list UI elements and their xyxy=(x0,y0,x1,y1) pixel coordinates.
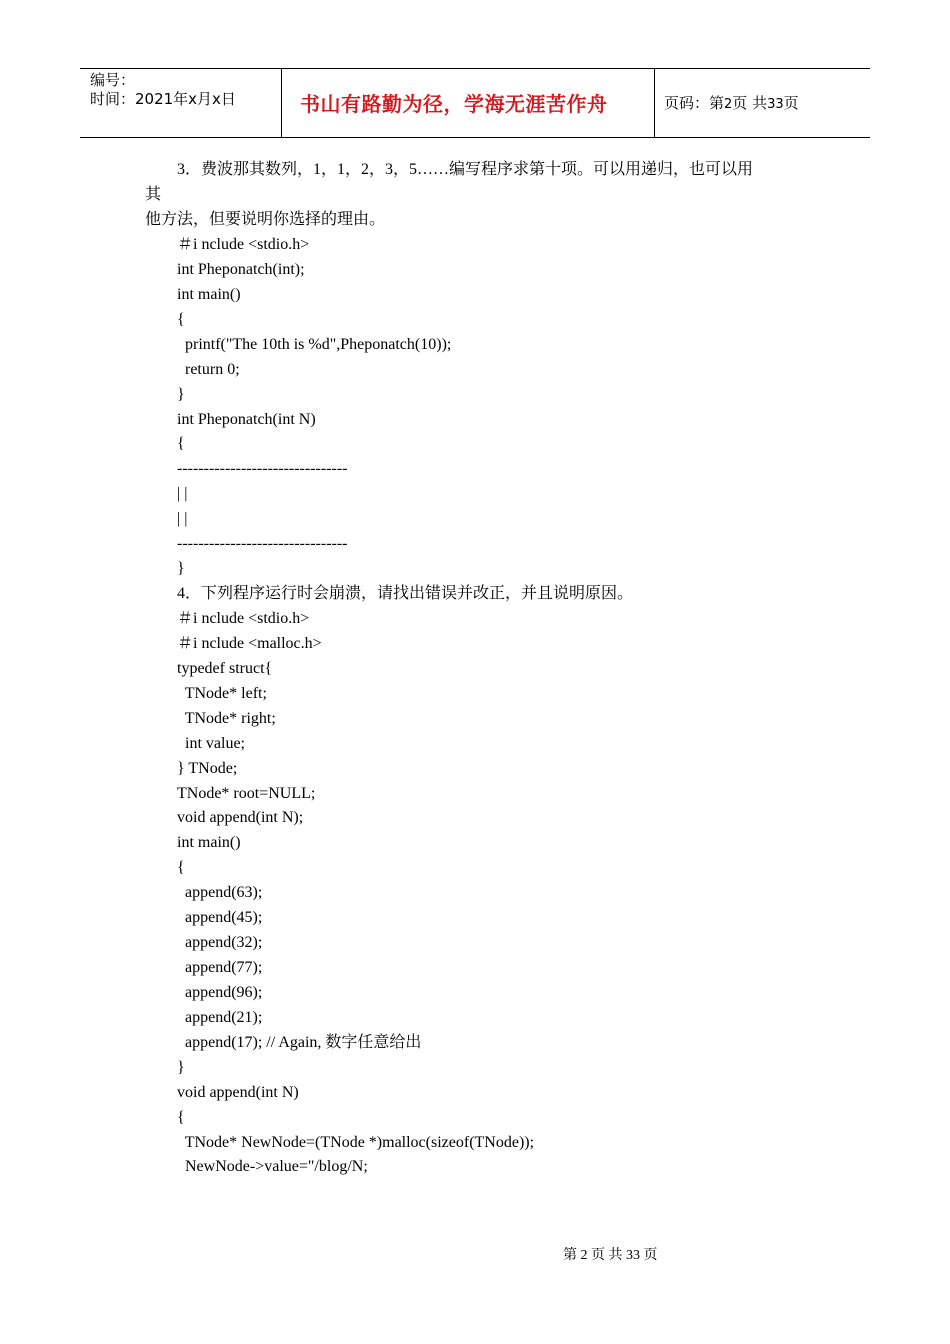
code-line: void append(int N) xyxy=(177,1083,299,1101)
code-line: int main() xyxy=(177,834,241,852)
header-motto-cell xyxy=(282,69,655,137)
number-label: 编号： xyxy=(90,71,136,89)
q3-intro-line-1: 3．费波那其数列，1，1，2，3，5……编写程序求第十项。可以用递归，也可以用 xyxy=(177,161,754,178)
code-line: int value; xyxy=(177,734,245,752)
code-line: append(77); xyxy=(177,959,263,977)
code-line: append(21); xyxy=(177,1008,263,1026)
code-line: int Pheponatch(int N) xyxy=(177,410,316,428)
page-mid: 页 共 xyxy=(732,94,768,112)
code-line: } xyxy=(177,560,185,578)
code-line: return 0; xyxy=(177,360,240,378)
code-line: { xyxy=(177,859,185,877)
code-line: -------------------------------- xyxy=(177,460,348,478)
q3-intro-line-3: 他方法，但要说明你选择的理由。 xyxy=(145,211,386,228)
time-label: 时间：2021年x月x日 xyxy=(90,90,236,108)
code-line: NewNode->value="/blog/N; xyxy=(177,1158,368,1176)
code-line: { xyxy=(177,310,185,328)
code-line: append(32); xyxy=(177,934,263,952)
code-line: TNode* right; xyxy=(177,709,276,727)
code-line: } xyxy=(177,385,185,403)
page-header xyxy=(80,68,870,138)
code-line: TNode* root=NULL; xyxy=(177,784,316,802)
page-footer: 第 2 页 共 33 页 xyxy=(563,1248,658,1263)
code-line: | | xyxy=(177,485,188,503)
page-current: 2 xyxy=(724,97,733,112)
code-line: TNode* NewNode=(TNode *)malloc(sizeof(TNode)); xyxy=(177,1133,535,1151)
code-line: void append(int N); xyxy=(177,809,304,827)
code-line: ＃i nclude <stdio.h> xyxy=(177,610,310,627)
code-line: append(63); xyxy=(177,884,263,902)
header-left-cell xyxy=(80,69,282,137)
page-indicator xyxy=(664,94,799,114)
code-line: append(17); // Again, 数字任意给出 xyxy=(177,1033,422,1051)
page-suffix: 页 xyxy=(783,94,799,112)
code-line: int main() xyxy=(177,285,241,303)
code-line: TNode* left; xyxy=(177,684,267,702)
page-prefix: 页码：第 xyxy=(664,94,725,112)
page-total: 33 xyxy=(767,97,784,112)
q3-intro-line-2: 其 xyxy=(145,186,162,203)
code-line: } TNode; xyxy=(177,759,238,777)
code-line: append(45); xyxy=(177,909,263,927)
code-line: { xyxy=(177,435,185,453)
q4-intro: 4．下列程序运行时会崩溃，请找出错误并改正，并且说明原因。 xyxy=(177,585,634,602)
code-line: { xyxy=(177,1108,185,1126)
code-line: typedef struct{ xyxy=(177,659,273,677)
code-line: ＃i nclude <malloc.h> xyxy=(177,634,322,652)
code-line: ＃i nclude <stdio.h> xyxy=(177,236,310,253)
code-line: append(96); xyxy=(177,983,263,1001)
header-page-cell xyxy=(655,69,870,137)
code-line: } xyxy=(177,1058,185,1076)
code-line: printf("The 10th is %d",Pheponatch(10)); xyxy=(177,335,452,353)
code-line: | | xyxy=(177,510,188,528)
code-line: -------------------------------- xyxy=(177,535,348,553)
code-line: int Pheponatch(int); xyxy=(177,260,305,278)
motto: 书山有路勤为径，学海无涯苦作舟 xyxy=(300,92,608,116)
